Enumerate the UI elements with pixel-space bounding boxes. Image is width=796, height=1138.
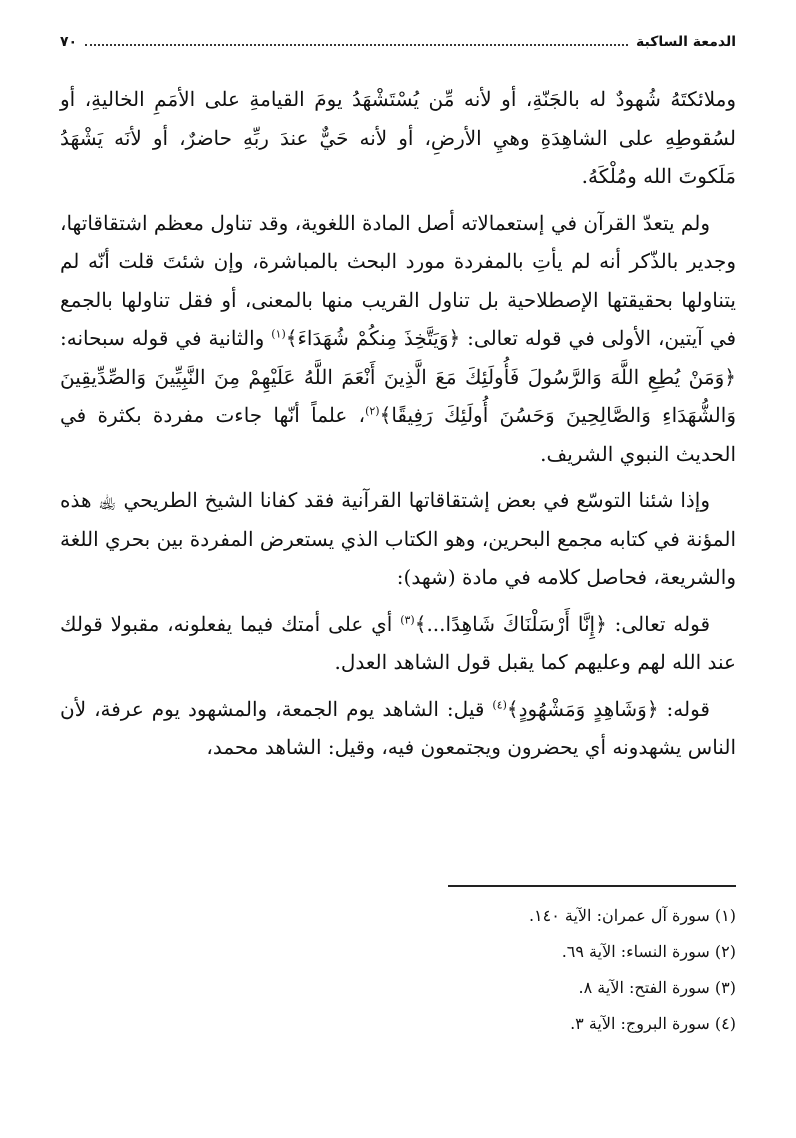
- main-text: [60, 80, 736, 775]
- paragraph-2-text-b: والثانية في قوله سبحانه:: [60, 326, 265, 350]
- footnote-4: (٤) سورة البروج: الآية ٣.: [570, 1014, 736, 1033]
- quran-verse-1: ﴿وَيَتَّخِذَ مِنكُمْ شُهَدَاءَ﴾: [285, 326, 461, 350]
- header-leader: [85, 44, 628, 46]
- quran-verse-3: ﴿إِنَّا أَرْسَلْنَاكَ شَاهِدًا...﴾: [414, 611, 607, 636]
- paragraph-5: [60, 690, 736, 767]
- footnote-ref-4[interactable]: (٤): [492, 697, 507, 711]
- paragraph-1: [60, 80, 736, 196]
- footnote-2: (٢) سورة النساء: الآية ٦٩.: [561, 942, 736, 961]
- paragraph-3-text: وإذا شئنا التوسّع في بعض إشتقاقاتها القرآنية فقد كفانا الشيخ الطريحي ﵀ هذه المؤنة في كتابه مجمع البحرين، وهو الكتاب الذي يستعرض المفردة بين بحري اللغة والشريعة، فحاصل كلامه في مادة (شهد):: [60, 488, 736, 589]
- paragraph-4-text-b: أي على أمتك فيما يفعلونه، مقبولا قولك عند الله لهم وعليهم كما يقبل قول الشاهد العدل.: [60, 611, 736, 674]
- paragraph-2-text-c: ، علماً أنّها جاءت مفردة بكثرة في الحديث النبوي الشريف.: [60, 403, 736, 466]
- paragraph-2-text-a: ولم يتعدّ القرآن في إستعمالاته أصل المادة اللغوية، وقد تناول معظم اشتقاقاتها، وجدير بالذّكر أنه لم يأتِ بالمفردة مورد البحث بالمباشرة، وإن شئتَ قلت أنّه لم يتناولها بحقيقتها الإصطلاحية بل تناول القريب منها بالمعنى، أو فقل تناولها بالجمع في آيتين، الأولى في قوله تعالى:: [60, 210, 737, 350]
- paragraph-4: [60, 605, 736, 682]
- footnote-ref-2[interactable]: (٢): [365, 404, 380, 418]
- quran-verse-4: ﴿وَشَاهِدٍ وَمَشْهُودٍ﴾: [506, 696, 659, 721]
- book-title: الدمعة الساكبة: [636, 34, 736, 50]
- paragraph-3: [60, 481, 736, 597]
- footnotes: [60, 898, 736, 1042]
- footnote-separator: [448, 885, 736, 887]
- footnote-ref-1[interactable]: (١): [271, 327, 286, 341]
- paragraph-5-text-a: قوله:: [666, 696, 710, 721]
- footnote-3: (٣) سورة الفتح: الآية ٨.: [578, 978, 736, 997]
- paragraph-4-text-a: قوله تعالى:: [614, 611, 710, 636]
- footnote-ref-3[interactable]: (٣): [400, 612, 415, 626]
- paragraph-1-text: وملائكتَهُ شُهودٌ له بالجَنّةِ، أو لأنه مِّن يُسْتَشْهَدُ يومَ القيامةِ على الأمَمِ الخاليةِ، أو لسُقوطِهِ على الشاهِدَةِ وهيِ الأرضِ، أو لأنه حَيٌّ عندَ ربِّهِ حاضرٌ، أو لأنَه يَشْهَدُ مَلَكوتَ الله ومُلْكَهُ.: [60, 87, 736, 188]
- paragraph-5-text-b: قيل: الشاهد يوم الجمعة، والمشهود يوم عرفة، لأن الناس يشهدونه أي يحضرون ويجتمعون فيه، وقيل: الشاهد محمد،: [60, 696, 736, 759]
- quran-verse-2: ﴿وَمَنْ يُطِعِ اللَّهَ وَالرَّسُولَ فَأُولَئِكَ مَعَ الَّذِينَ أَنْعَمَ اللَّهُ عَلَيْهِمْ مِنَ النَّبِيِّينَ وَالصِّدِّيقِينَ وَالشُّهَدَاءِ وَالصَّالِحِينَ وَحَسُنَ أُولَئِكَ رَفِيقًا﴾: [60, 364, 736, 427]
- footnote-1: (١) سورة آل عمران: الآية ١٤٠.: [528, 906, 736, 925]
- book-page: [60, 30, 736, 1110]
- paragraph-2: [60, 204, 736, 474]
- page-header: [60, 30, 736, 54]
- page-number: ٧٠: [60, 34, 78, 50]
